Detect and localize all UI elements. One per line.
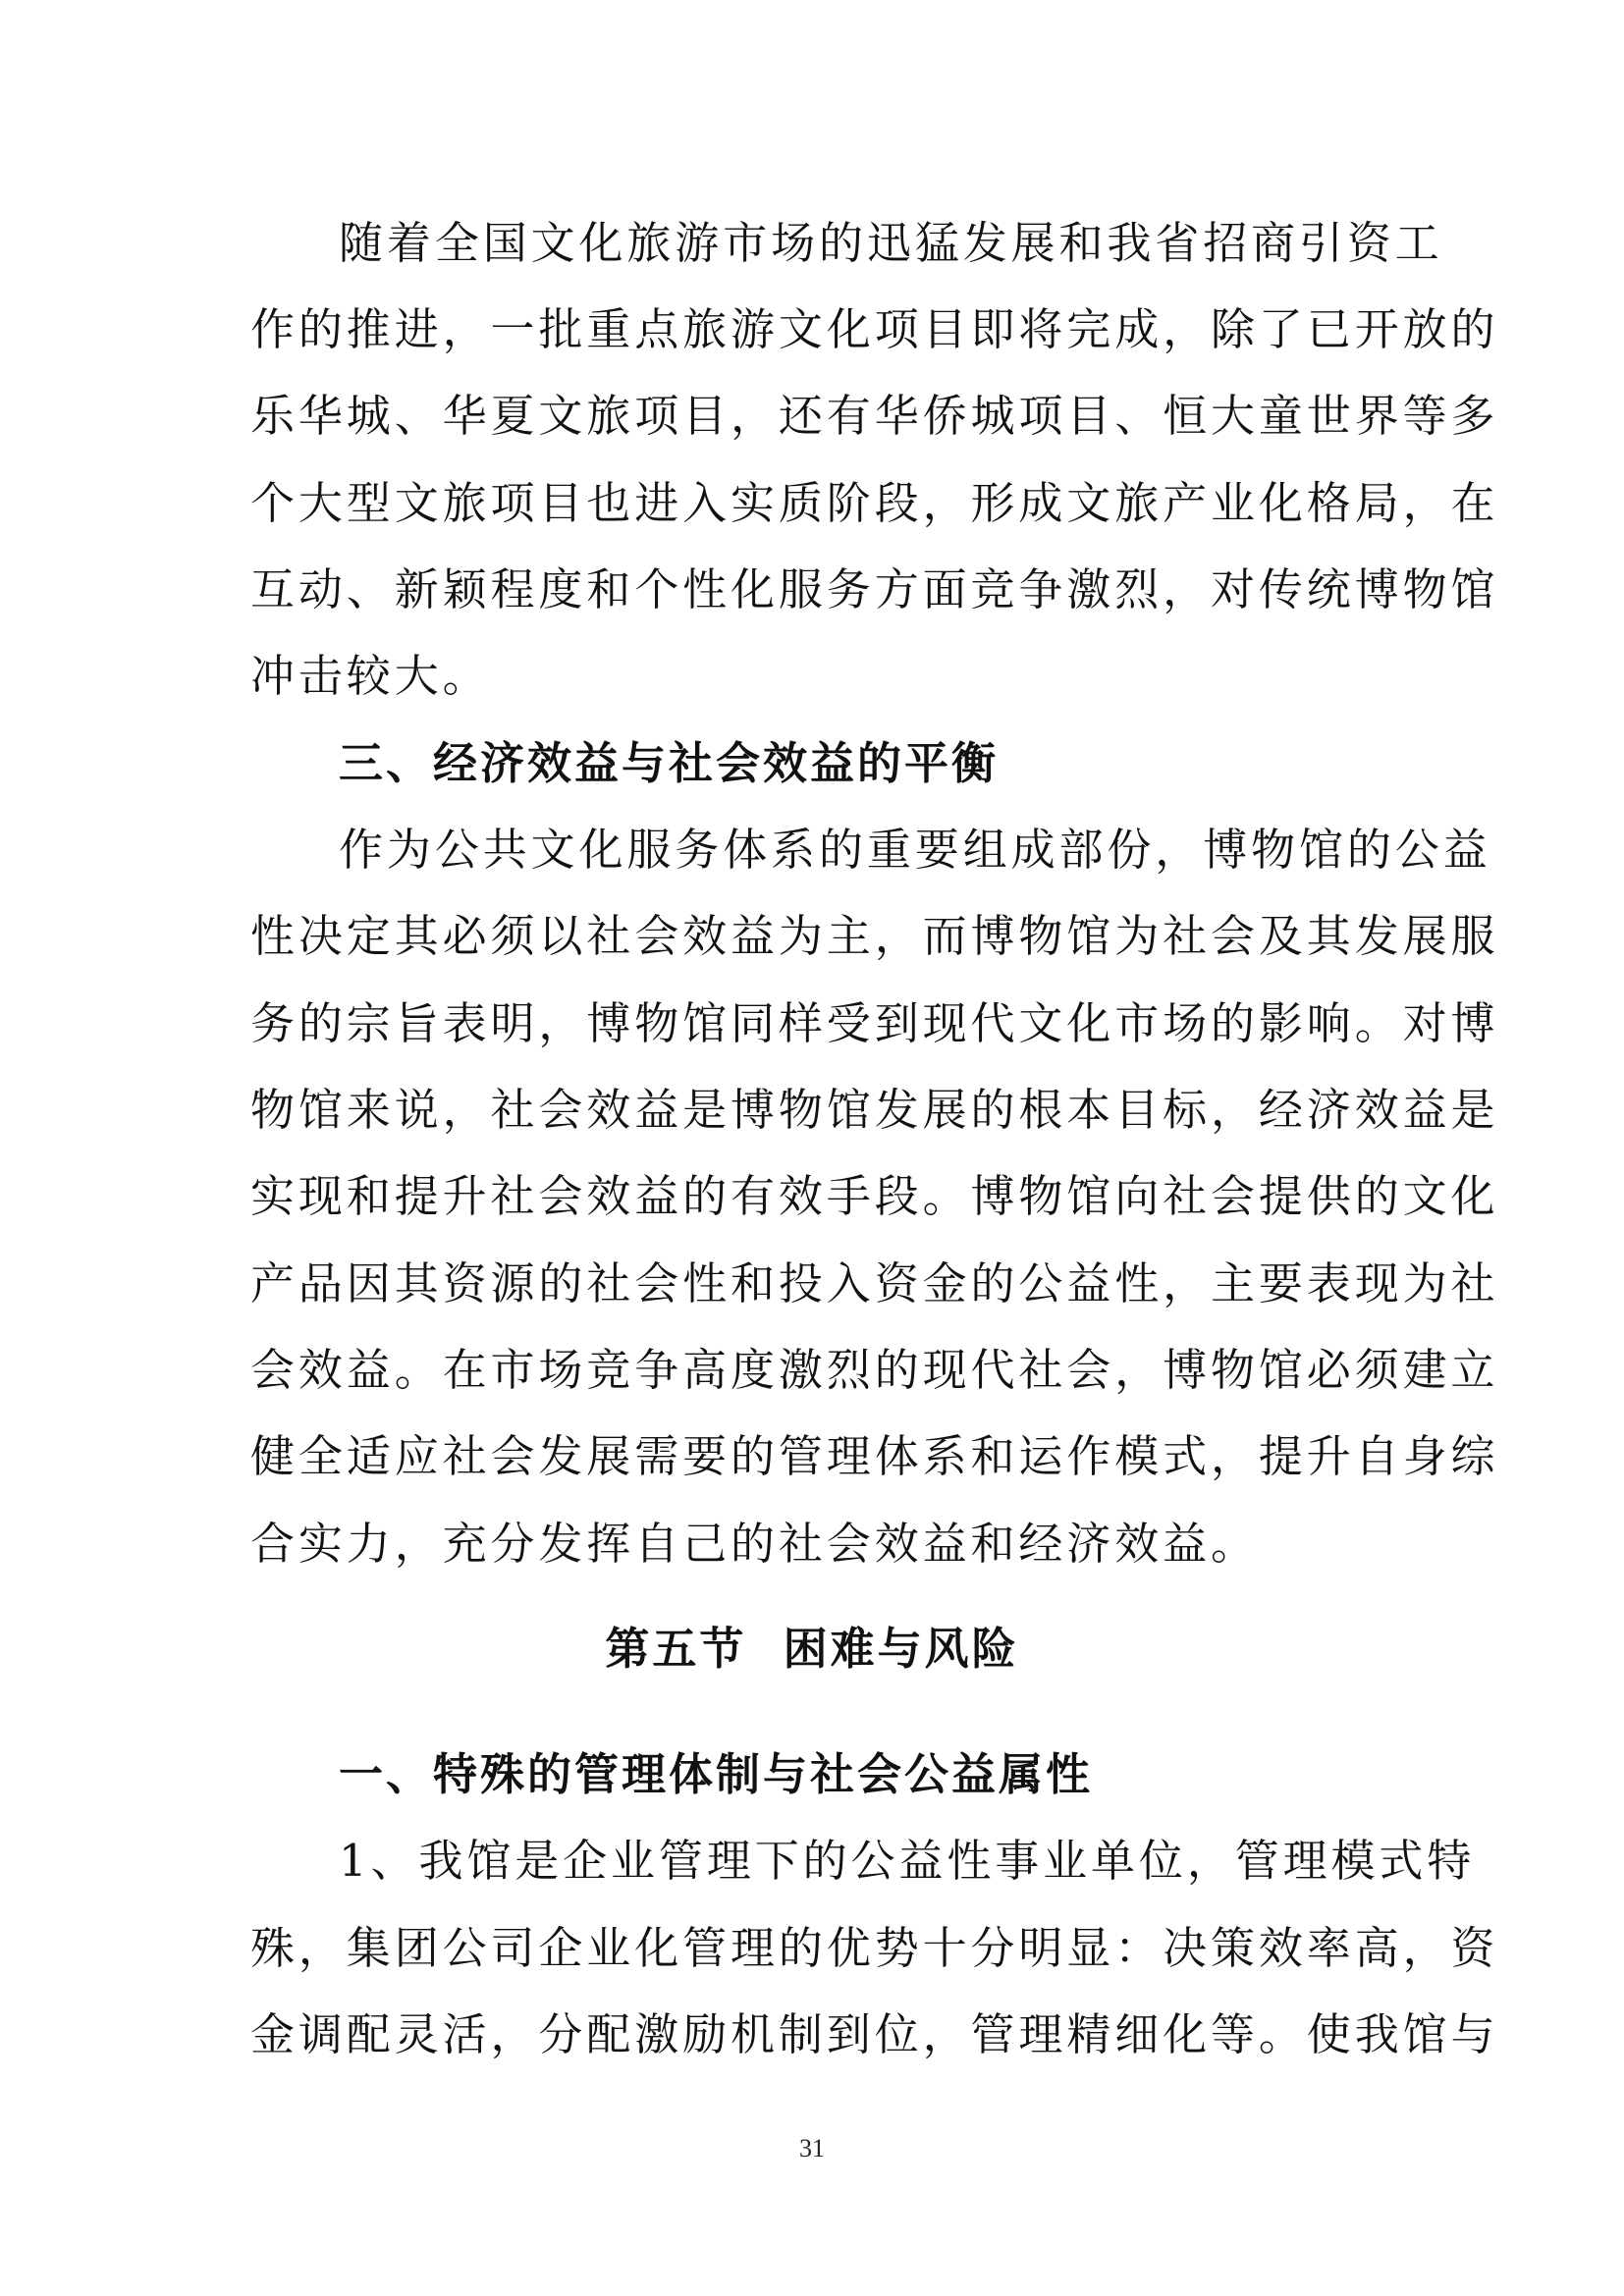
page-number: 31 [799, 2134, 825, 2163]
paragraph-line: 作的推进，一批重点旅游文化项目即将完成，除了已开放的 [250, 303, 1499, 355]
paragraph-line: 会效益。在市场竞争高度激烈的现代社会，博物馆必须建立 [250, 1344, 1499, 1396]
paragraph-line: 随着全国文化旅游市场的迅猛发展和我省招商引资工 [339, 217, 1443, 269]
paragraph-line: 作为公共文化服务体系的重要组成部份，博物馆的公益 [339, 824, 1491, 876]
paragraph-line: 1、我馆是企业管理下的公益性事业单位，管理模式特 [339, 1835, 1476, 1887]
section-title: 第五节 困难与风险 [605, 1623, 1019, 1675]
paragraph-line: 物馆来说，社会效益是博物馆发展的根本目标，经济效益是 [250, 1084, 1499, 1136]
paragraph-line: 冲击较大。 [250, 650, 491, 702]
paragraph-line: 金调配灵活，分配激励机制到位，管理精细化等。使我馆与 [250, 2008, 1499, 2060]
paragraph-line: 合实力，充分发挥自己的社会效益和经济效益。 [250, 1518, 1259, 1570]
paragraph-line: 互动、新颖程度和个性化服务方面竞争激烈，对传统博物馆 [250, 563, 1499, 615]
paragraph-line: 殊，集团公司企业化管理的优势十分明显：决策效率高，资 [250, 1922, 1499, 1974]
subsection-heading-management: 一、特殊的管理体制与社会公益属性 [339, 1748, 1094, 1800]
subsection-heading-balance: 三、经济效益与社会效益的平衡 [339, 737, 1000, 789]
paragraph-line: 实现和提升社会效益的有效手段。博物馆向社会提供的文化 [250, 1170, 1499, 1222]
paragraph-line: 务的宗旨表明，博物馆同样受到现代文化市场的影响。对博 [250, 997, 1499, 1049]
paragraph-line: 健全适应社会发展需要的管理体系和运作模式，提升自身综 [250, 1430, 1499, 1482]
paragraph-line: 乐华城、华夏文旅项目，还有华侨城项目、恒大童世界等多 [250, 390, 1499, 442]
paragraph-line: 性决定其必须以社会效益为主，而博物馆为社会及其发展服 [250, 910, 1499, 962]
paragraph-line: 产品因其资源的社会性和投入资金的公益性，主要表现为社 [250, 1257, 1499, 1309]
paragraph-line: 个大型文旅项目也进入实质阶段，形成文旅产业化格局，在 [250, 477, 1499, 529]
